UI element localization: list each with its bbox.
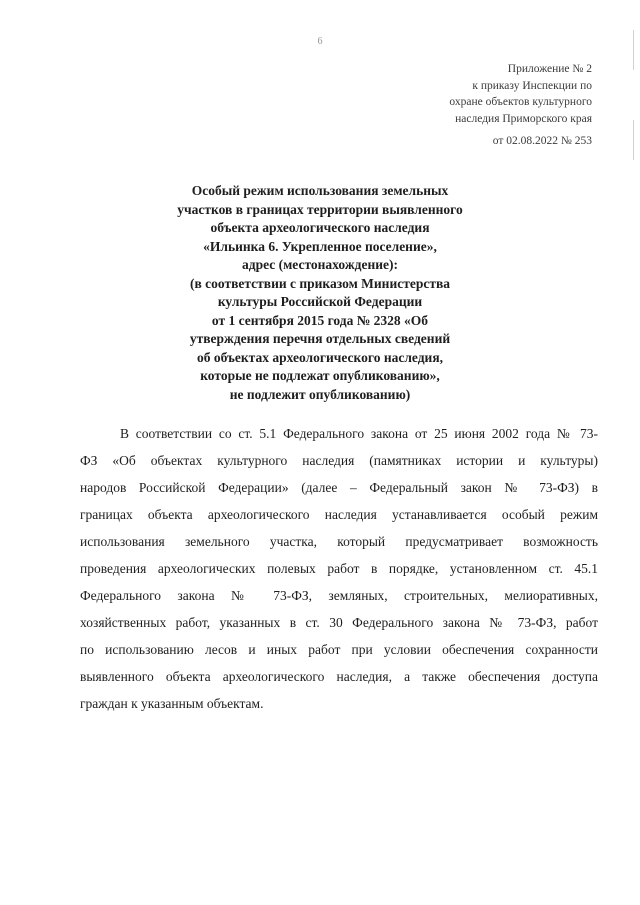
body-line: Федерального закона № 73-ФЗ, земляных, строительных, мелиоративных, [80,588,598,603]
appendix-line: Приложение № 2 [507,63,592,75]
appendix-line: к приказу Инспекции по [472,79,592,92]
body-line: проведения археологических полевых работ в порядке, установленном ст. 45.1 [80,561,598,576]
title-line: Особый режим использования земельных [191,183,449,198]
body-line: по использованию лесов и иных работ при условии обеспечения сохранности [80,642,598,657]
body-line: В соответствии со ст. 5.1 Федерального закона от 25 июня 2002 года № 73- [120,426,598,441]
body-line: границах объекта археологического наследия устанавливается особый режим [80,507,598,522]
scan-edge-mark [633,30,634,70]
title-line: об объектах археологического наследия, [196,349,444,365]
document-title [110,182,530,404]
body-line: ФЗ «Об объектах культурного наследия (памятниках истории и культуры) [80,453,598,468]
title-line: объекта археологического наследия [210,220,430,235]
page-number: 6 [317,36,323,47]
order-date: от 02.08.2022 № 253 [492,135,592,147]
title-line: которые не подлежат опубликованию», [200,368,440,383]
scan-edge-mark [633,120,634,160]
appendix-block [362,61,592,127]
title-line: «Ильинка 6. Укрепленное поселение», [203,238,437,254]
title-line: не подлежит опубликованию) [229,386,411,402]
title-line: участков в границах территории выявленного [177,201,463,217]
appendix-line: охране объектов культурного [449,96,592,108]
body-line: выявленного объекта археологического наследия, а также обеспечения доступа [80,669,598,684]
title-line: от 1 сентября 2015 года № 2328 «Об [211,312,429,328]
title-line: (в соответствии с приказом Министерства [189,275,451,291]
body-line: народов Российской Федерации» (далее – Федеральный закон № 73-ФЗ) в [80,480,598,495]
body-line: граждан к указанным объектам. [80,696,264,711]
body-paragraph [80,420,598,717]
title-line: утверждения перечня отдельных сведений [189,331,451,346]
appendix-line: наследия Приморского края [455,112,592,125]
title-line: культуры Российской Федерации [217,294,423,309]
title-line: адрес (местонахождение): [242,257,398,272]
body-line: хозяйственных работ, указанных в ст. 30 Федерального закона № 73-ФЗ, работ [80,615,598,630]
body-line: использования земельного участка, который предусматривает возможность [80,534,598,549]
